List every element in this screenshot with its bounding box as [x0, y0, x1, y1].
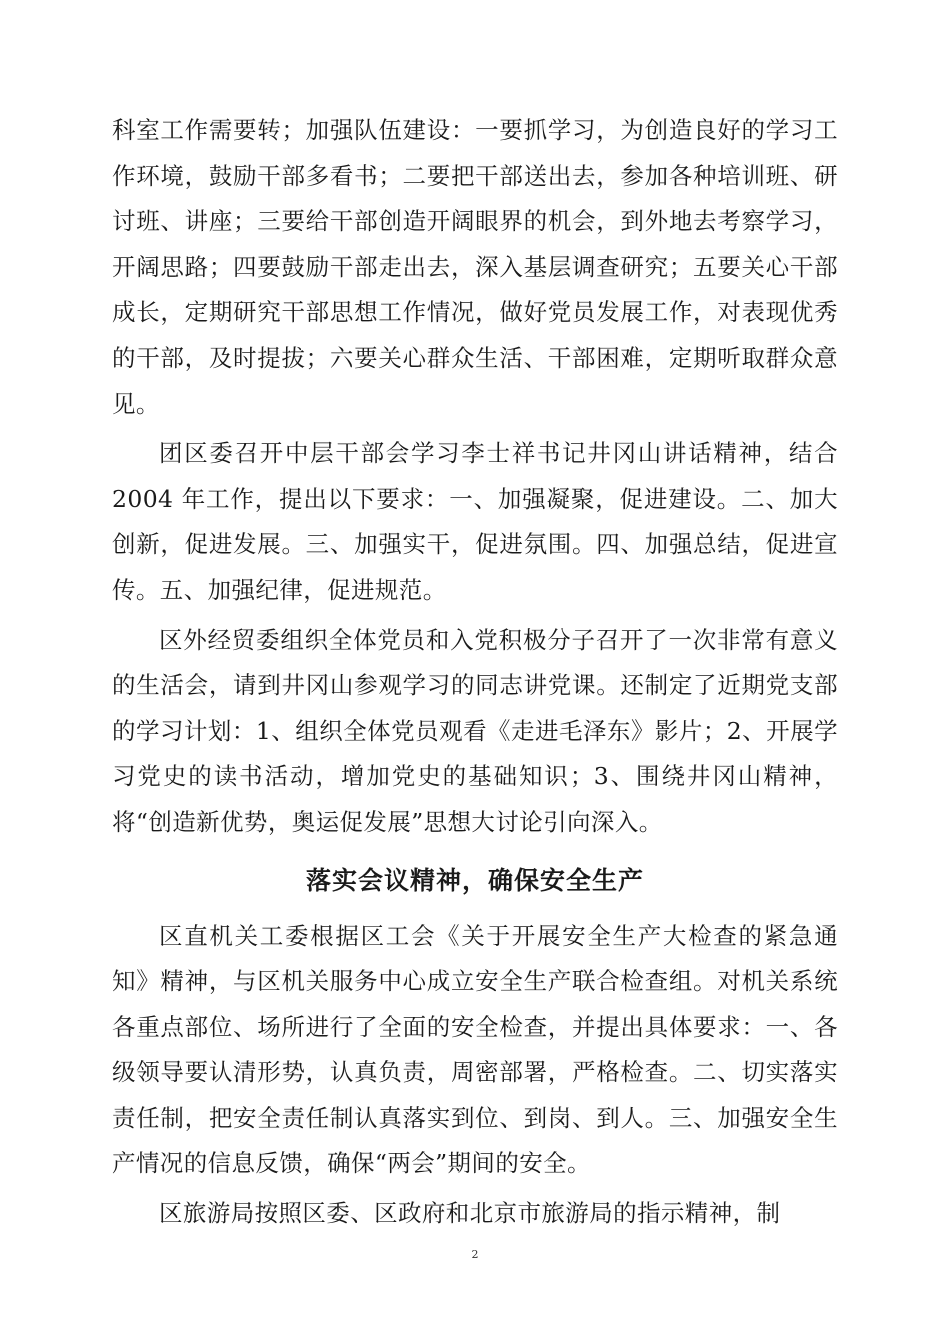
- body-paragraph-youth-league: 团区委召开中层干部会学习李士祥书记井冈山讲话精神，结合 2004 年工作，提出以下要求：一、加强凝聚，促进建设。二、加大创新，促进发展。三、加强实干，促进氛围。四、加强总结，促进宣传。五、加强纪律，促进规范。: [112, 439, 838, 604]
- document-page: [112, 108, 838, 1237]
- body-paragraph-continued: 科室工作需要转；加强队伍建设：一要抓学习，为创造良好的学习工作环境，鼓励干部多看书；二要把干部送出去，参加各种培训班、研讨班、讲座；三要给干部创造开阔眼界的机会，到外地去考察学习，开阔思路；四要鼓励干部走出去，深入基层调查研究；五要关心干部成长，定期研究干部思想工作情况，做好党员发展工作，对表现优秀的干部，及时提拔；六要关心群众生活、干部困难，定期听取群众意见。: [112, 116, 838, 418]
- body-paragraph-trade-commission: 区外经贸委组织全体党员和入党积极分子召开了一次非常有意义的生活会，请到井冈山参观学习的同志讲党课。还制定了近期党支部的学习计划：1、组织全体党员观看《走进毛泽东》影片；2、开展学习党史的读书活动，增加党史的基础知识；3、围绕井冈山精神，将“创造新优势，奥运促发展”思想大讨论引向深入。: [112, 625, 838, 836]
- section-heading: 落实会议精神，确保安全生产: [305, 865, 644, 895]
- body-paragraph-safety-inspection: 区直机关工委根据区工会《关于开展安全生产大检查的紧急通知》精神，与区机关服务中心成立安全生产联合检查组。对机关系统各重点部位、场所进行了全面的安全检查，并提出具体要求：一、各级领导要认清形势，认真负责，周密部署，严格检查。二、切实落实责任制，把安全责任制认真落实到位、到岗、到人。三、加强安全生产情况的信息反馈，确保“两会”期间的安全。: [112, 921, 838, 1178]
- body-paragraph-tourism-bureau: 区旅游局按照区委、区政府和北京市旅游局的指示精神，制: [159, 1199, 781, 1228]
- page-number: 2: [471, 1248, 479, 1261]
